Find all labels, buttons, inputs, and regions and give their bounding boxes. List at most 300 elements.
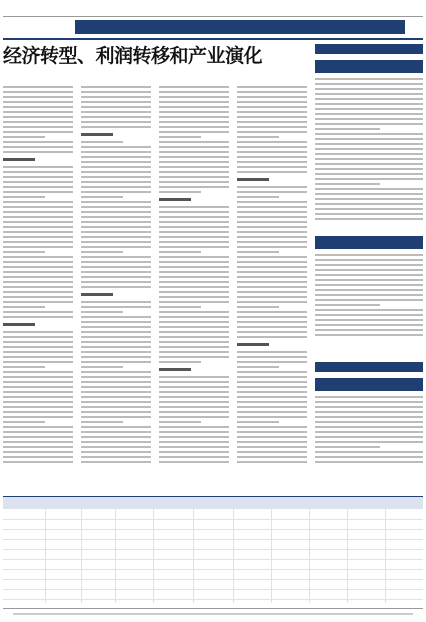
text-line [81,216,151,218]
text-line [159,151,229,153]
text-line [159,391,229,393]
text-line [3,276,73,278]
text-line [237,406,307,408]
text-line [315,133,423,135]
text-line [315,264,423,266]
text-line [159,461,229,463]
table-row [3,529,423,530]
text-line [237,461,307,463]
text-line [237,191,307,193]
text-line [81,246,151,248]
text-line [315,401,423,403]
text-line [237,416,307,418]
text-line [237,166,307,168]
text-line [237,106,307,108]
text-line [315,198,423,200]
article-column-2 [81,86,151,470]
text-line [315,334,423,336]
text-line [159,368,191,371]
text-line [81,101,151,103]
text-line [3,416,73,418]
headline-block [3,44,303,68]
text-line [159,221,229,223]
text-line [159,296,229,298]
text-line [237,301,307,303]
text-line [3,331,73,333]
text-line [81,86,151,88]
text-line [237,271,307,273]
text-line [159,316,229,318]
text-line [237,391,307,393]
text-line [237,446,307,448]
text-line [159,331,229,333]
text-line [81,151,151,153]
text-line [315,163,423,165]
text-line [315,436,423,438]
text-line [159,161,229,163]
text-line [3,461,73,463]
text-line [237,351,307,353]
text-line [81,206,151,208]
text-line [81,461,151,463]
text-line [237,216,307,218]
text-line [315,329,423,331]
text-line [315,319,423,321]
text-line [81,321,151,323]
text-line [237,101,307,103]
text-line [81,266,151,268]
text-line [3,221,73,223]
text-line [3,121,73,123]
text-line [159,266,229,268]
text-line [237,246,307,248]
text-line [81,281,151,283]
text-line [315,396,423,398]
text-line [315,158,423,160]
text-line [237,196,279,198]
text-line [3,261,73,263]
text-line [159,121,229,123]
text-line [159,361,201,363]
text-line [159,186,229,188]
text-line [81,451,151,453]
table-column-rule [115,497,116,603]
text-line [3,456,73,458]
text-line [315,259,423,261]
text-line [237,86,307,88]
text-line [81,381,151,383]
text-line [315,123,423,125]
table-column-rule [385,497,386,603]
text-line [237,401,307,403]
text-line [159,381,229,383]
text-line [315,203,423,205]
text-line [159,426,229,428]
text-line [3,246,73,248]
text-line [315,138,423,140]
article-columns [3,86,313,470]
text-line [3,266,73,268]
text-line [237,186,307,188]
text-line [237,326,307,328]
text-line [81,276,151,278]
text-line [315,416,423,418]
text-line [3,101,73,103]
text-line [315,461,423,463]
text-line [81,301,151,303]
text-line [159,146,229,148]
text-line [315,188,423,190]
text-line [3,366,45,368]
text-line [237,121,307,123]
text-line [3,441,73,443]
text-line [81,441,151,443]
masthead-bar [75,20,405,34]
sidebar-text-1 [315,78,423,228]
text-line [81,96,151,98]
masthead-top-rule [3,2,423,17]
text-line [237,276,307,278]
sidebar-box-1 [315,60,423,73]
text-line [81,391,151,393]
text-line [3,316,73,318]
text-line [237,256,307,258]
text-line [159,301,229,303]
text-line [3,421,45,423]
text-line [159,256,229,258]
text-line [237,343,269,346]
text-line [159,231,229,233]
text-line [81,411,151,413]
text-line [315,274,423,276]
table-column-rule [233,497,234,603]
text-line [3,236,73,238]
text-line [159,176,229,178]
text-line [81,351,151,353]
text-line [3,136,45,138]
text-line [3,391,73,393]
text-line [315,183,380,185]
text-line [315,314,423,316]
headline-title: 经济转型、利润转移和产业演化 [3,45,263,67]
text-line [159,116,229,118]
text-line [315,178,423,180]
text-line [315,143,423,145]
text-line [159,416,229,418]
text-line [159,271,229,273]
text-line [237,251,279,253]
text-line [81,401,151,403]
text-line [3,386,73,388]
text-line [3,371,73,373]
text-line [237,436,307,438]
text-line [3,291,73,293]
text-line [159,306,201,308]
table-row [3,519,423,520]
text-line [237,371,307,373]
text-line [3,301,73,303]
text-line [237,221,307,223]
text-line [159,171,229,173]
table-column-rule [45,497,46,603]
text-line [81,181,151,183]
text-line [159,411,229,413]
text-line [237,421,279,423]
text-line [3,216,73,218]
sidebar-text-2 [315,254,423,344]
text-line [3,176,73,178]
text-line [237,116,307,118]
text-line [3,146,73,148]
text-line [159,131,229,133]
text-line [237,211,307,213]
text-line [315,173,423,175]
text-line [3,296,73,298]
text-line [237,151,307,153]
text-line [3,126,73,128]
text-line [3,351,73,353]
text-line [315,456,423,458]
text-line [3,226,73,228]
text-line [315,193,423,195]
text-line [3,151,73,153]
text-line [237,171,307,173]
text-line [3,346,73,348]
text-line [3,106,73,108]
masthead-rule [3,38,423,40]
text-line [237,331,307,333]
text-line [81,361,151,363]
text-line [81,196,123,198]
text-line [159,206,229,208]
text-line [81,316,151,318]
text-line [237,291,307,293]
text-line [159,351,229,353]
text-line [159,321,229,323]
text-line [237,178,269,181]
text-line [159,86,229,88]
text-line [81,201,151,203]
text-line [81,446,151,448]
text-line [315,213,423,215]
text-line [159,386,229,388]
text-line [81,456,151,458]
text-line [159,181,229,183]
text-line [81,431,151,433]
text-line [159,396,229,398]
text-line [315,78,423,80]
text-line [3,186,73,188]
text-line [81,186,151,188]
table-row [3,559,423,560]
text-line [3,436,73,438]
text-line [315,98,423,100]
text-line [81,251,123,253]
text-line [159,261,229,263]
text-line [159,451,229,453]
text-line [315,294,423,296]
text-line [81,366,123,368]
text-line [3,96,73,98]
text-line [237,241,307,243]
text-line [81,386,151,388]
text-line [315,304,380,306]
text-line [81,271,151,273]
text-line [159,211,229,213]
text-line [315,406,423,408]
text-line [81,126,151,128]
text-line [81,116,151,118]
text-line [3,251,45,253]
text-line [3,131,73,133]
text-line [237,441,307,443]
table-column-rule [347,497,348,603]
article-column-4 [237,86,307,470]
text-line [81,211,151,213]
text-line [159,141,229,143]
text-line [3,451,73,453]
text-line [81,91,151,93]
ratings-table-block [3,474,423,604]
text-line [237,111,307,113]
text-line [159,336,229,338]
text-line [81,311,123,313]
text-line [81,176,151,178]
text-line [81,106,151,108]
text-line [3,401,73,403]
text-line [315,446,380,448]
text-line [159,326,229,328]
text-line [81,133,113,136]
text-line [159,421,201,423]
text-line [81,356,151,358]
text-line [3,116,73,118]
text-line [237,261,307,263]
text-line [237,281,307,283]
text-line [159,111,229,113]
text-line [315,88,423,90]
text-line [237,136,279,138]
table-row [3,579,423,580]
text-line [159,166,229,168]
text-line [81,261,151,263]
text-line [315,128,380,130]
text-line [315,411,423,413]
sidebar-text-3 [315,396,423,470]
text-line [81,146,151,148]
text-line [159,341,229,343]
text-line [315,451,423,453]
text-line [81,161,151,163]
text-line [159,346,229,348]
table-column-rule [193,497,194,603]
text-line [237,356,307,358]
text-line [315,208,423,210]
text-line [315,118,423,120]
text-line [81,286,151,288]
text-line [81,346,151,348]
text-line [81,376,151,378]
sidebar-box-3 [315,378,423,391]
text-line [315,113,423,115]
text-line [81,341,151,343]
text-line [237,296,307,298]
text-line [237,366,279,368]
table-column-rule [309,497,310,603]
text-line [237,361,307,363]
text-line [237,381,307,383]
text-line [81,231,151,233]
text-line [315,153,423,155]
text-line [237,206,307,208]
text-line [315,108,423,110]
text-line [159,136,201,138]
text-line [159,356,229,358]
text-line [237,226,307,228]
text-line [159,106,229,108]
text-line [237,386,307,388]
text-line [3,191,73,193]
table-row [3,599,423,600]
text-line [159,436,229,438]
table-header-row [3,497,423,509]
text-line [3,271,73,273]
table-row [3,589,423,590]
text-line [3,241,73,243]
text-line [3,201,73,203]
text-line [3,361,73,363]
text-line [3,336,73,338]
text-line [81,416,151,418]
table-row [3,549,423,550]
text-line [81,436,151,438]
text-line [237,451,307,453]
page-footer [3,608,423,619]
footer-line [13,613,413,615]
text-line [159,96,229,98]
text-line [159,91,229,93]
text-line [81,326,151,328]
text-line [81,421,123,423]
text-line [315,83,423,85]
text-line [3,206,73,208]
text-line [159,156,229,158]
text-line [315,218,423,220]
text-line [237,306,279,308]
ratings-table [3,496,423,603]
text-line [81,221,151,223]
text-line [81,426,151,428]
text-line [3,281,73,283]
text-line [159,226,229,228]
text-line [315,426,423,428]
text-line [159,281,229,283]
text-line [315,279,423,281]
text-line [237,236,307,238]
text-line [3,286,73,288]
text-line [237,156,307,158]
table-row [3,539,423,540]
sidebar-section-header [315,362,423,372]
table-column-rule [271,497,272,603]
text-line [3,111,73,113]
text-line [159,191,201,193]
text-line [3,323,35,326]
table-row [3,569,423,570]
text-line [81,371,151,373]
text-line [3,381,73,383]
text-line [3,311,73,313]
